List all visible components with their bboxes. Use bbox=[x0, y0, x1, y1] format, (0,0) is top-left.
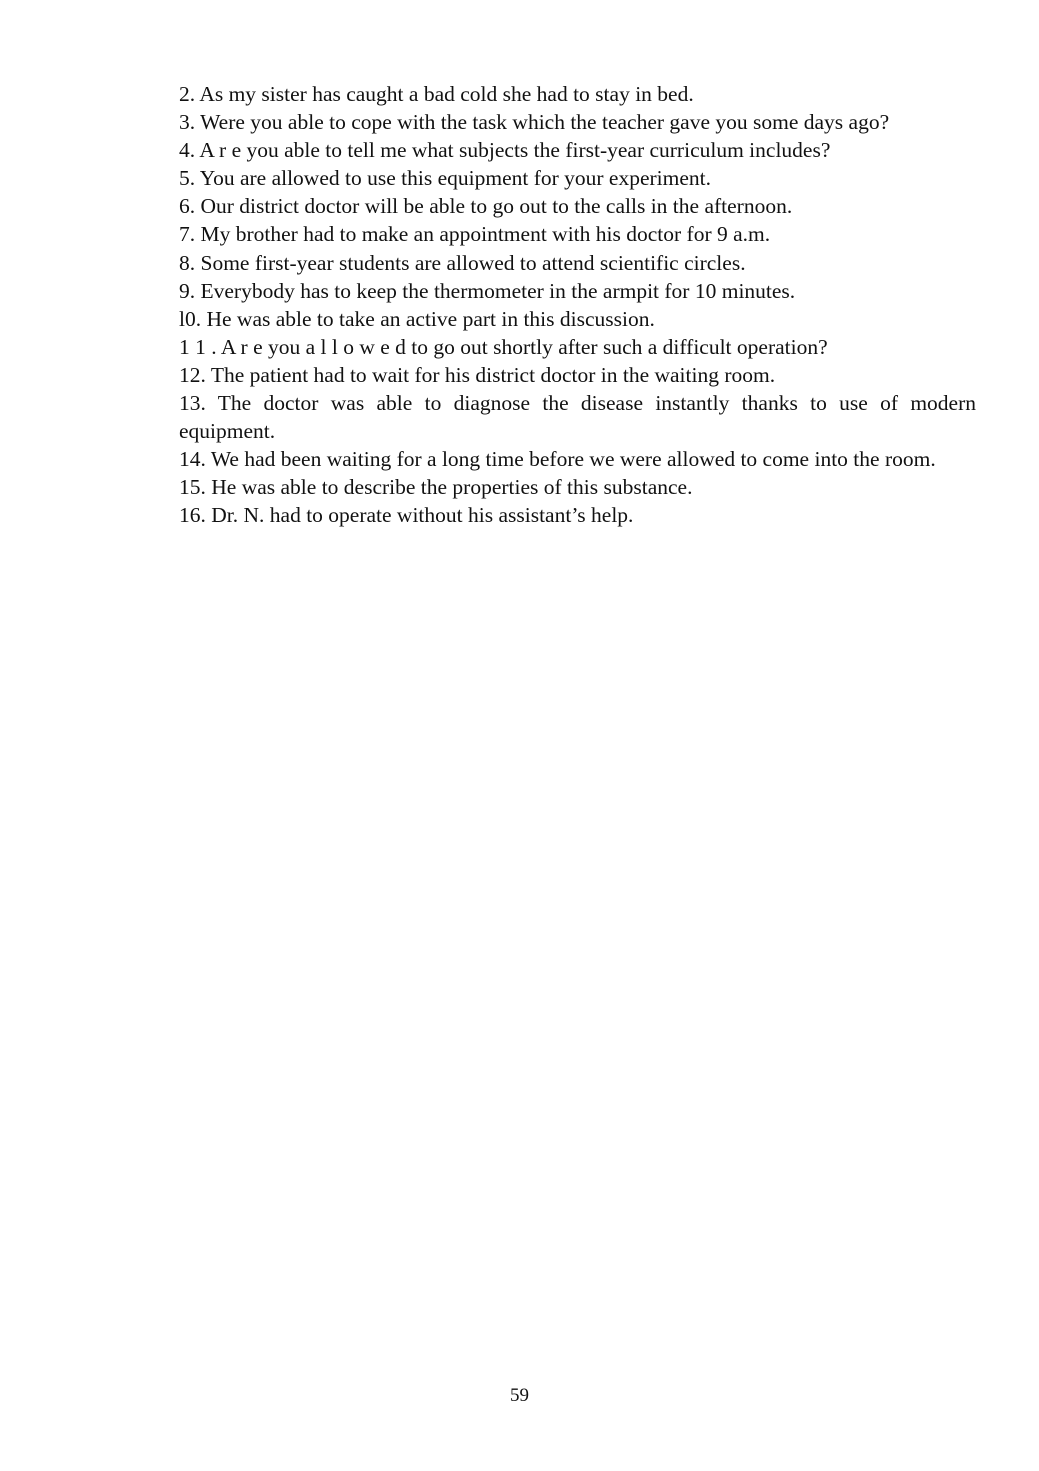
list-item: 13. The doctor was able to diagnose the disease instantly thanks to use of modern equipment. bbox=[179, 391, 976, 444]
list-item: 5. You are allowed to use this equipment for your experiment. bbox=[179, 166, 712, 191]
list-item: 9. Everybody has to keep the thermometer in the armpit for 10 minutes. bbox=[179, 278, 796, 303]
page-number: 59 bbox=[510, 1385, 529, 1406]
list-item: l0. He was able to take an active part in this discussion. bbox=[179, 306, 655, 331]
list-item: 4. A r e you able to tell me what subjects the first-year curriculum includes? bbox=[179, 138, 831, 163]
list-item: 8. Some first-year students are allowed to attend scientific circles. bbox=[179, 250, 746, 275]
list-item: 6. Our district doctor will be able to go out to the calls in the afternoon. bbox=[179, 194, 793, 219]
exercise-list bbox=[179, 80, 976, 530]
list-item: 12. The patient had to wait for his district doctor in the waiting room. bbox=[179, 362, 776, 387]
list-item: 16. Dr. N. had to operate without his assistant’s help. bbox=[179, 503, 634, 528]
list-item: 14. We had been waiting for a long time before we were allowed to come into the room. bbox=[179, 447, 936, 472]
list-item: 3. Were you able to cope with the task which the teacher gave you some days ago? bbox=[179, 110, 890, 135]
list-item: 1 1 . A r e you a l l o w e d to go out shortly after such a difficult operation? bbox=[179, 334, 828, 359]
list-item: 2. As my sister has caught a bad cold she had to stay in bed. bbox=[179, 82, 694, 106]
list-item: 7. My brother had to make an appointment with his doctor for 9 a.m. bbox=[179, 222, 771, 247]
list-item: 15. He was able to describe the properties of this substance. bbox=[179, 475, 693, 500]
